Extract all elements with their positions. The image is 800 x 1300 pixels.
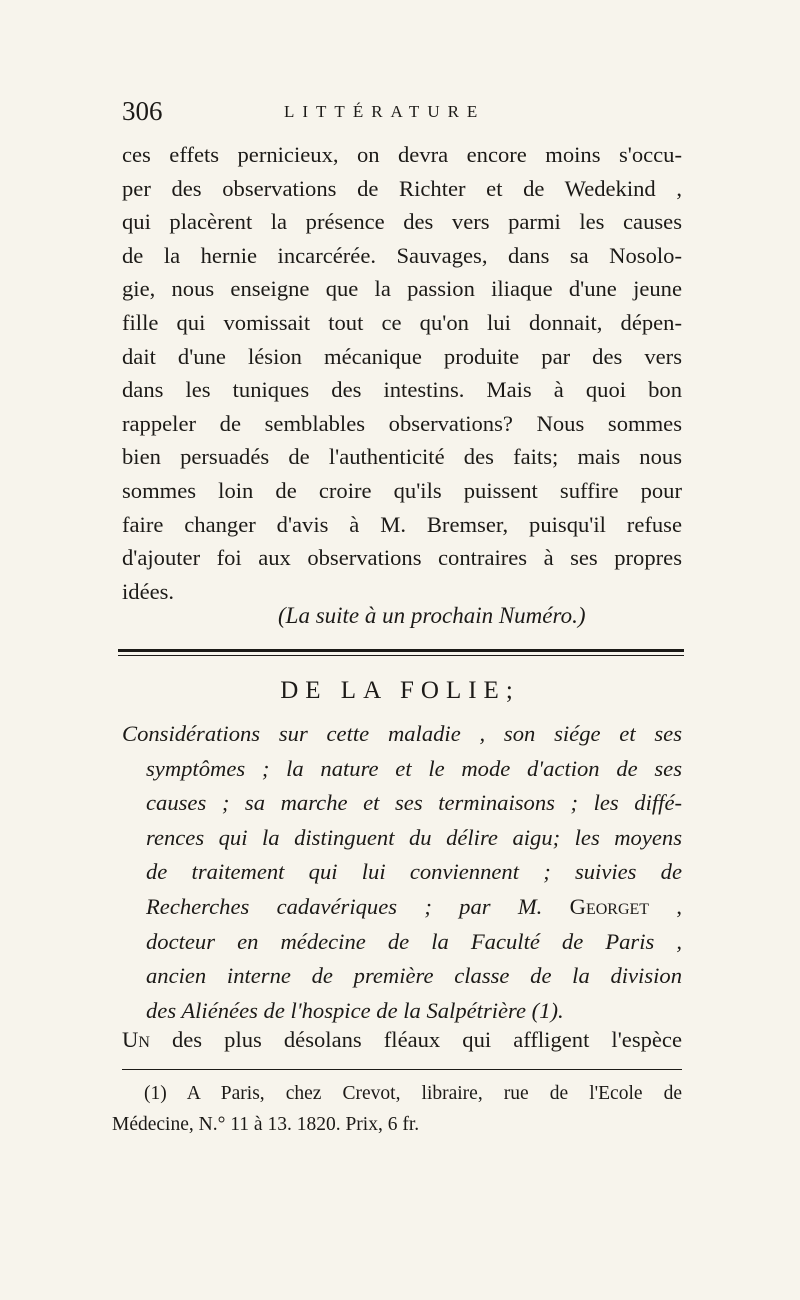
body-paragraph <box>122 138 682 608</box>
footnote <box>112 1078 682 1140</box>
subtitle-line: ancien interne de première classe de la division <box>146 963 682 989</box>
body-line: per des observations de Richter et de Wedekind , <box>122 175 682 201</box>
subtitle-line: causes ; sa marche et ses terminaisons ; les diffé- <box>146 790 682 816</box>
footnote-line: (1) A Paris, chez Crevot, libraire, rue de l'Ecole de <box>144 1083 682 1104</box>
page-number: 306 <box>122 96 163 126</box>
article-title: DE LA FOLIE; <box>280 677 520 704</box>
footnote-line: Médecine, N.° 11 à 13. 1820. Prix, 6 fr. <box>112 1114 420 1135</box>
running-head: LITTÉRATURE <box>284 102 486 121</box>
body-line: qui placèrent la présence des vers parmi les causes <box>122 209 682 235</box>
section-rule-thick <box>118 649 684 652</box>
body-line: d'ajouter foi aux observations contraires à ses propres <box>122 545 682 571</box>
body-line: bien persuadés de l'authenticité des faits; mais nous <box>122 444 682 470</box>
opening-text: des plus désolans fléaux qui affligent l'espèce <box>171 1027 682 1052</box>
body-line: de la hernie incarcérée. Sauvages, dans sa Nosolo- <box>122 242 682 268</box>
subtitle-text: Recherches cadavériques ; par M. <box>146 893 543 919</box>
subtitle-line: des Aliénées de l'hospice de la Salpétrière (1). <box>146 997 564 1023</box>
continuation-note: (La suite à un prochain Numéro.) <box>278 603 586 628</box>
article-opening-line <box>122 1027 682 1053</box>
subtitle-line <box>122 890 682 925</box>
page-header <box>122 96 682 132</box>
subtitle-line: de traitement qui lui conviennent ; suivies de <box>146 859 682 885</box>
subtitle-line: Considérations sur cette maladie , son siége et ses <box>122 721 682 746</box>
body-line: idées. <box>122 578 175 604</box>
body-line: sommes loin de croire qu'ils puissent suffire pour <box>122 477 682 503</box>
subtitle-line: symptômes ; la nature et le mode d'action de ses <box>146 755 682 781</box>
body-line: fille qui vomissait tout ce qu'on lui donnait, dépen- <box>122 309 682 335</box>
body-line: dans les tuniques des intestins. Mais à quoi bon <box>122 377 682 403</box>
footnote-rule <box>122 1069 682 1070</box>
author-name: Georget , <box>569 893 683 919</box>
body-line: dait d'une lésion mécanique produite par des vers <box>122 343 682 369</box>
body-line: rappeler de semblables observations? Nous sommes <box>122 410 682 436</box>
body-line: faire changer d'avis à M. Bremser, puisqu'il refuse <box>122 511 682 537</box>
subtitle-line: docteur en médecine de la Faculté de Paris , <box>146 928 682 954</box>
body-line: gie, nous enseigne que la passion iliaque d'une jeune <box>122 276 682 302</box>
opening-word: Un <box>122 1027 150 1052</box>
subtitle-line: rences qui la distinguent du délire aigu; les moyens <box>146 824 682 850</box>
section-rule-thin <box>118 655 684 656</box>
body-line: ces effets pernicieux, on devra encore moins s'occu- <box>122 142 682 167</box>
article-subtitle <box>122 717 682 1028</box>
